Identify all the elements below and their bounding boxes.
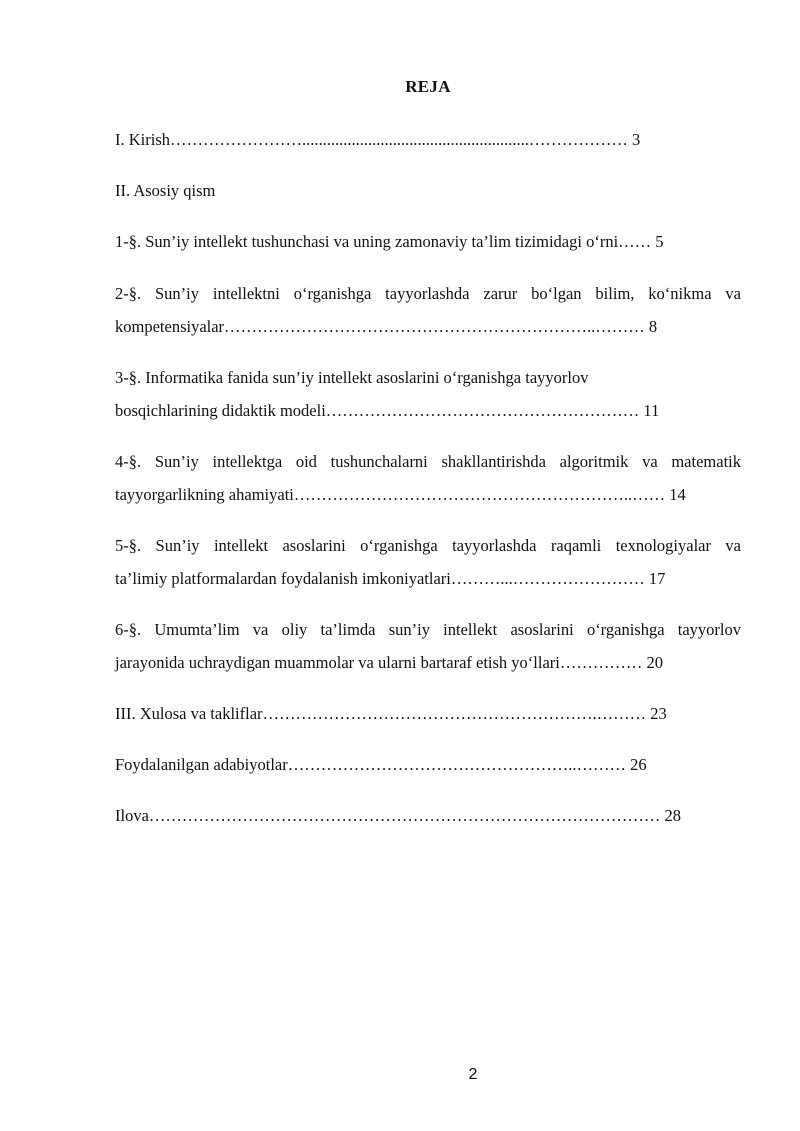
toc-entry-section-5-line-1: 5-§. Sun’iy intellekt asoslarini o‘rganishga tayyorlashda raqamli texnologiyalar va <box>115 536 741 555</box>
toc-entry-section-3-line-1: 3-§. Informatika fanida sun’iy intellekt asoslarini o‘rganishga tayyorlov <box>115 368 589 387</box>
toc-entry-section-5-line-2: ta’limiy platformalardan foydalanish imkoniyatlari………...…………………… 17 <box>115 569 666 588</box>
toc-entry-section-4-line-2: tayyorgarlikning ahamiyati……………………………………………………..…… 14 <box>115 485 686 504</box>
toc-entry-intro: I. Kirish…………………….......................................................……………… 3 <box>115 130 641 149</box>
toc-entry-appendix: Ilova………………………………………………………………………………… 28 <box>115 806 682 825</box>
toc-entry-section-3-line-2: bosqichlarining didaktik modeli………………………………………………… 11 <box>115 401 660 420</box>
toc-entry-section-4-line-1: 4-§. Sun’iy intellektga oid tushunchalarni shakllantirishda algoritmik va matematik <box>115 452 741 471</box>
toc-entry-section-2-line-2: kompetensiyalar…………………………………………………………..……… 8 <box>115 317 658 336</box>
toc-entry-conclusion: III. Xulosa va takliflar…………………………………………………….……… 23 <box>115 704 667 723</box>
toc-entry-section-6-line-1: 6-§. Umumta’lim va oliy ta’limda sun’iy intellekt asoslarini o‘rganishga tayyorlov <box>115 620 741 639</box>
page-title: REJA <box>405 77 451 96</box>
toc-entry-section-2-line-1: 2-§. Sun’iy intellektni o‘rganishga tayyorlashda zarur bo‘lgan bilim, ko‘nikma va <box>115 284 741 303</box>
toc-entry-section-6-line-2: jarayonida uchraydigan muammolar va ularni bartaraf etish yo‘llari…………… 20 <box>115 653 663 672</box>
toc-entry-section-1: 1-§. Sun’iy intellekt tushunchasi va uning zamonaviy ta’lim tizimidagi o‘rni…… 5 <box>115 232 664 251</box>
toc-entry-references: Foydalanilgan adabiyotlar……………………………………………..……… 26 <box>115 755 647 774</box>
page-number: 2 <box>468 1066 478 1083</box>
toc-entry-main-section: II. Asosiy qism <box>115 181 216 200</box>
